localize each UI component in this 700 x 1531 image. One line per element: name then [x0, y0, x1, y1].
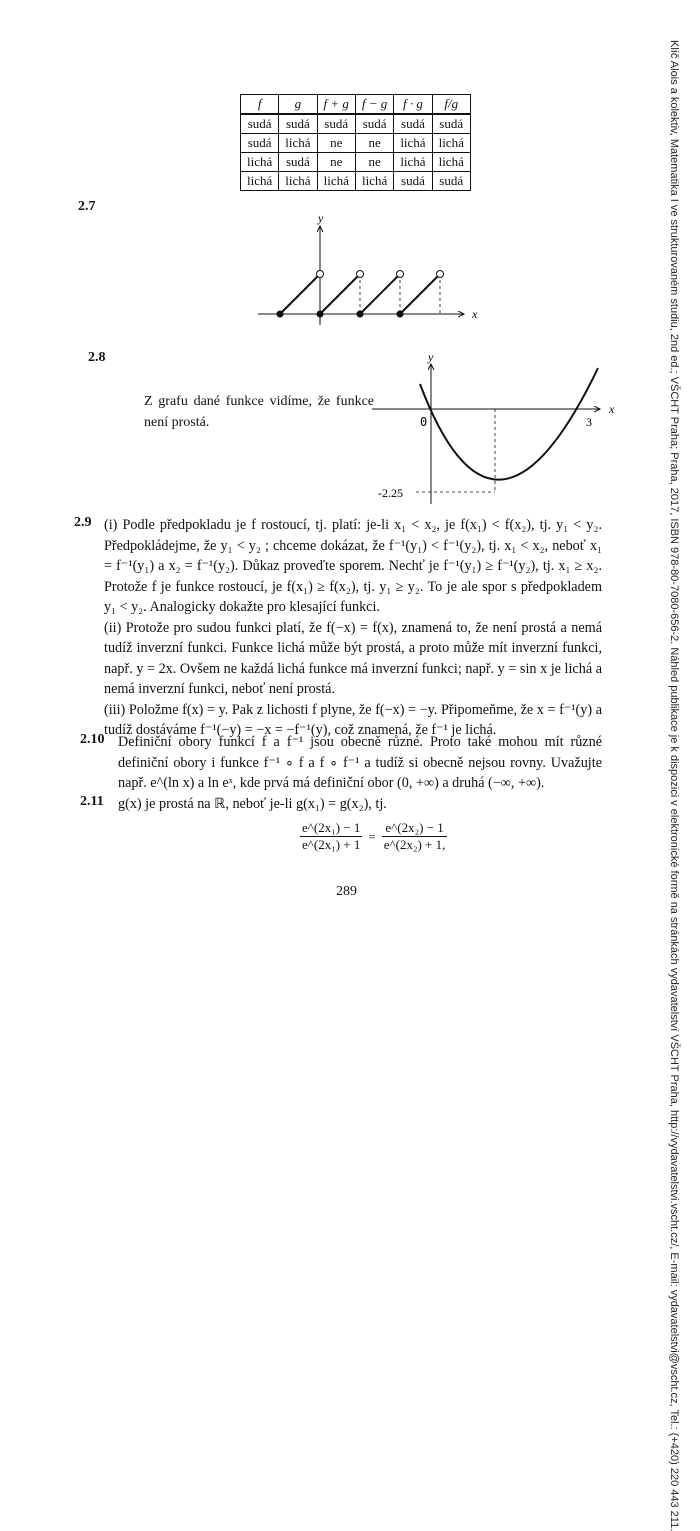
x-axis-label: x	[609, 402, 615, 416]
table-cell: lichá	[241, 172, 279, 191]
saw-segment	[280, 274, 320, 314]
exercise-label: 2.9	[74, 515, 92, 530]
table-cell: lichá	[355, 172, 393, 191]
table-cell: sudá	[432, 172, 470, 191]
filled-point	[397, 311, 404, 318]
denominator: e^(2x₁) + 1	[302, 837, 361, 852]
tick-label-zero: 0	[420, 415, 428, 429]
tick-label-min: -2.25	[378, 486, 403, 500]
exercise-label: 2.10	[80, 732, 105, 747]
side-note	[660, 40, 680, 1531]
open-point	[437, 271, 444, 278]
y-axis-label: y	[428, 350, 434, 364]
exercise-text: Z grafu dané funkce vidíme, že funkce není prostá.	[144, 394, 374, 430]
exercise-text: Definiční obory funkcí f a f⁻¹ jsou obecně různé. Proto také mohou mít různé definiční obory i funkce f⁻¹ ∘ f a f ∘ f⁻¹ a tudíž si obecně nejsou rovny. Uvažujte např. e^(ln x) a ln eˣ, kde prvá má definiční obor (0, +∞) a druhá (−∞, +∞).	[118, 734, 602, 791]
table-header-cell: f − g	[355, 95, 393, 115]
page-number: 289	[336, 884, 357, 899]
table-cell: ne	[355, 134, 393, 153]
table-row	[241, 114, 471, 134]
table-header-cell: f	[241, 95, 279, 115]
table-cell: lichá	[279, 172, 317, 191]
table-header-cell: f · g	[394, 95, 432, 115]
table-header-cell: f/g	[432, 95, 470, 115]
table-cell: lichá	[432, 153, 470, 172]
denominator: e^(2x₂) + 1,	[383, 837, 446, 852]
x-axis-label: x	[472, 307, 478, 321]
saw-segment	[360, 274, 400, 314]
open-point	[357, 271, 364, 278]
paragraph: (i) Podle předpokladu je f rostoucí, tj. platí: je-li x₁ < x₂, je f(x₁) < f(x₂), tj. y₁ < y₂. Předpokládejme, že y₁ < y₂ ; chceme dokázat, že f⁻¹(y₁) < f⁻¹(y₂), tj. x₁ < x₂, neboť x₁ = f⁻¹(y₁) a x₂ = f⁻¹(y₂). Důkaz proveďte sporem. Nechť je f⁻¹(y₁) ≥ f⁻¹(y₂), tj. x₁ ≥ x₂. Protože f je funkce rostoucí, je f(x₁) ≥ f(x₂), tj. y₁ ≥ y₂. To je ale spor s předpokladem y₁ < y₂. Analogicky dokažte pro klesající funkci.	[104, 517, 602, 615]
table-cell: sudá	[279, 114, 317, 134]
table-cell: sudá	[355, 114, 393, 134]
saw-segment	[320, 274, 360, 314]
table-cell: sudá	[394, 172, 432, 191]
table-cell: sudá	[432, 114, 470, 134]
fraction-left	[300, 820, 362, 853]
table-cell: sudá	[241, 114, 279, 134]
paragraph: (iii) Položme f(x) = y. Pak z lichosti f plyne, že f(−x) = −y. Připomeňme, že x = f⁻¹(y) a tudíž dostáváme f⁻¹(−y) = −x = −f⁻¹(y), což znamená, že f⁻¹ je lichá.	[104, 701, 602, 738]
equals-sign: =	[368, 828, 376, 844]
open-point	[317, 271, 324, 278]
table-header-cell: g	[279, 95, 317, 115]
paragraph: (ii) Protože pro sudou funkci platí, že f(−x) = f(x), znamená to, že není prostá a nemá tudíž inverzní funkci. Funkce lichá může být prostá, a proto může mít inverzní funkci, např. y = 2x. Ovšem ne každá lichá funkce má inverzní funkci; např. y = sin x je lichá a nemá inverzní funkci, neboť není prostá.	[104, 619, 602, 697]
exercise-text	[104, 515, 602, 741]
exercise-text: g(x) je prostá na ℝ, neboť je-li g(x₁) = g(x₂), tj.	[118, 796, 387, 812]
table-cell: lichá	[317, 172, 355, 191]
side-note-text: Klíč Alois a kolektiv, Matematika I ve strukturovaném studiu, 2nd ed.; VŠCHT Praha; Praha, 2017, ISBN 978-80-7080-656-2. Náhled publikace je k dispozici v elektronické formě na stránkách vydavatelství VŠCHT Praha, http://vydavatelstvi.vscht.cz/, E-mail: vydavatelstvi@vscht.cz, Tel.: (+420) 220 443 211.	[668, 40, 680, 1531]
saw-segment	[400, 274, 440, 314]
table-cell: sudá	[317, 114, 355, 134]
table-header-row	[241, 95, 471, 115]
tick-label-three: 3	[586, 415, 592, 429]
numerator: e^(2x₁) − 1	[302, 820, 361, 835]
y-axis-label: y	[318, 211, 324, 225]
table-cell: sudá	[279, 153, 317, 172]
numerator: e^(2x₂) − 1	[385, 820, 444, 835]
parabola-curve	[420, 368, 598, 480]
table-row	[241, 134, 471, 153]
table-cell: lichá	[432, 134, 470, 153]
exercise-label: 2.7	[78, 199, 96, 214]
formula	[300, 820, 447, 853]
table-cell: sudá	[241, 134, 279, 153]
fraction-right	[382, 820, 448, 853]
exercise-label: 2.8	[88, 350, 106, 365]
table-cell: ne	[317, 153, 355, 172]
exercise-label: 2.11	[80, 794, 104, 809]
filled-point	[357, 311, 364, 318]
open-point	[397, 271, 404, 278]
table-header-cell: f + g	[317, 95, 355, 115]
table-cell: lichá	[279, 134, 317, 153]
parabola-graph	[372, 346, 622, 506]
filled-point	[277, 311, 284, 318]
table-cell: lichá	[394, 153, 432, 172]
table-cell: ne	[355, 153, 393, 172]
table-cell: lichá	[241, 153, 279, 172]
table-cell: sudá	[394, 114, 432, 134]
table-cell: ne	[317, 134, 355, 153]
table-row	[241, 153, 471, 172]
table-row	[241, 172, 471, 191]
filled-point	[317, 311, 324, 318]
table-cell: lichá	[394, 134, 432, 153]
sawtooth-graph	[250, 210, 510, 330]
parity-table	[240, 94, 471, 191]
